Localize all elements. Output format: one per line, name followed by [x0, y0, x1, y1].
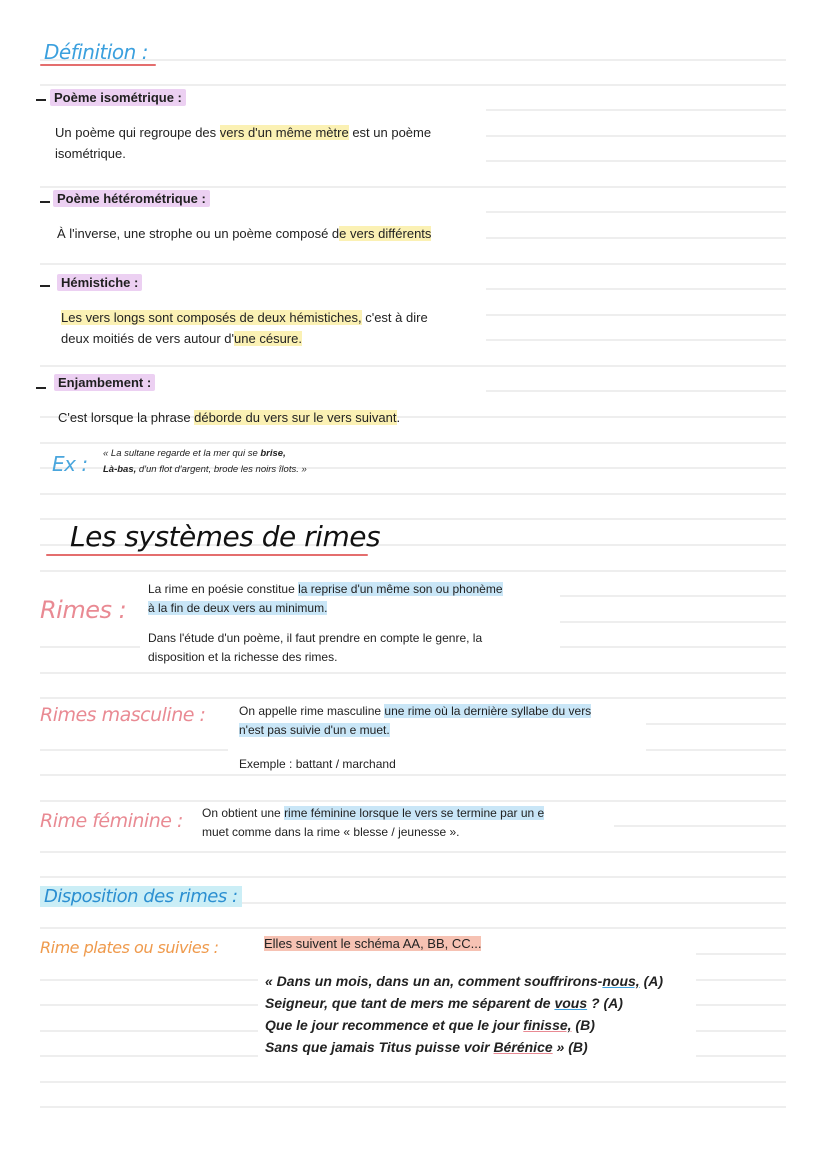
hemistiche-definition: Les vers longs sont composés de deux hémistiches, c'est à dire deux moitiés de vers autour d'une césure.: [61, 310, 428, 346]
feminine-label: Rime féminine :: [40, 810, 183, 832]
rimes-title-underline: [46, 554, 368, 556]
enjambement-definition: C'est lorsque la phrase déborde du vers sur le vers suivant.: [58, 410, 401, 425]
isometrique-definition: Un poème qui regroupe des vers d'un même mètre est un poème isométrique.: [55, 125, 432, 161]
masculine-definition: On appelle rime masculine une rime où la dernière syllabe du vers n'est pas suivie d'un e muet.: [239, 704, 592, 737]
rimes-analysis-note: Dans l'étude d'un poème, il faut prendre en compte le genre, la disposition et la richesse des rimes.: [148, 631, 483, 664]
bullet-dash: [40, 285, 50, 287]
term-isometrique: Poème isométrique :: [50, 89, 186, 106]
masculine-example: Exemple : battant / marchand: [239, 757, 396, 771]
feminine-definition: On obtient une rime féminine lorsque le vers se termine par un e muet comme dans la rime « blesse / jeunesse ».: [202, 806, 545, 839]
example-quote: « La sultane regarde et la mer qui se brise, Là-bas, d'un flot d'argent, brode les noirs îlots. »: [103, 448, 307, 475]
example-label: Ex :: [52, 452, 88, 476]
bullet-dash: [36, 99, 46, 101]
disposition-heading: Disposition des rimes :: [40, 886, 242, 907]
definition-underline: [40, 64, 156, 66]
rimes-section-title: Les systèmes de rimes: [70, 520, 381, 553]
rimes-label: Rimes :: [40, 596, 127, 624]
plates-label: Rime plates ou suivies :: [40, 938, 219, 957]
rimes-definition: La rime en poésie constitue la reprise d'un même son ou phonème à la fin de deux vers au minimum.: [148, 582, 503, 615]
term-hemistiche: Hémistiche :: [57, 274, 142, 291]
plates-schema: Elles suivent le schéma AA, BB, CC...: [264, 936, 482, 951]
bullet-dash: [40, 201, 50, 203]
definition-heading: Définition :: [44, 40, 148, 64]
term-heterometrique: Poème hétérométrique :: [53, 190, 210, 207]
plates-example-poem: « Dans un mois, dans un an, comment souffrirons-nous, (A) Seigneur, que tant de mers me séparent de vous ? (A) Que le jour recommence et que le jour finisse, (B) Sans que jamais Titus puisse voir Bérénice » (B): [265, 973, 664, 1055]
masculine-label: Rimes masculine :: [40, 704, 206, 726]
heterometrique-definition: À l'inverse, une strophe ou un poème composé de vers différents: [57, 226, 432, 241]
term-enjambement: Enjambement :: [54, 374, 155, 391]
bullet-dash: [36, 387, 46, 389]
